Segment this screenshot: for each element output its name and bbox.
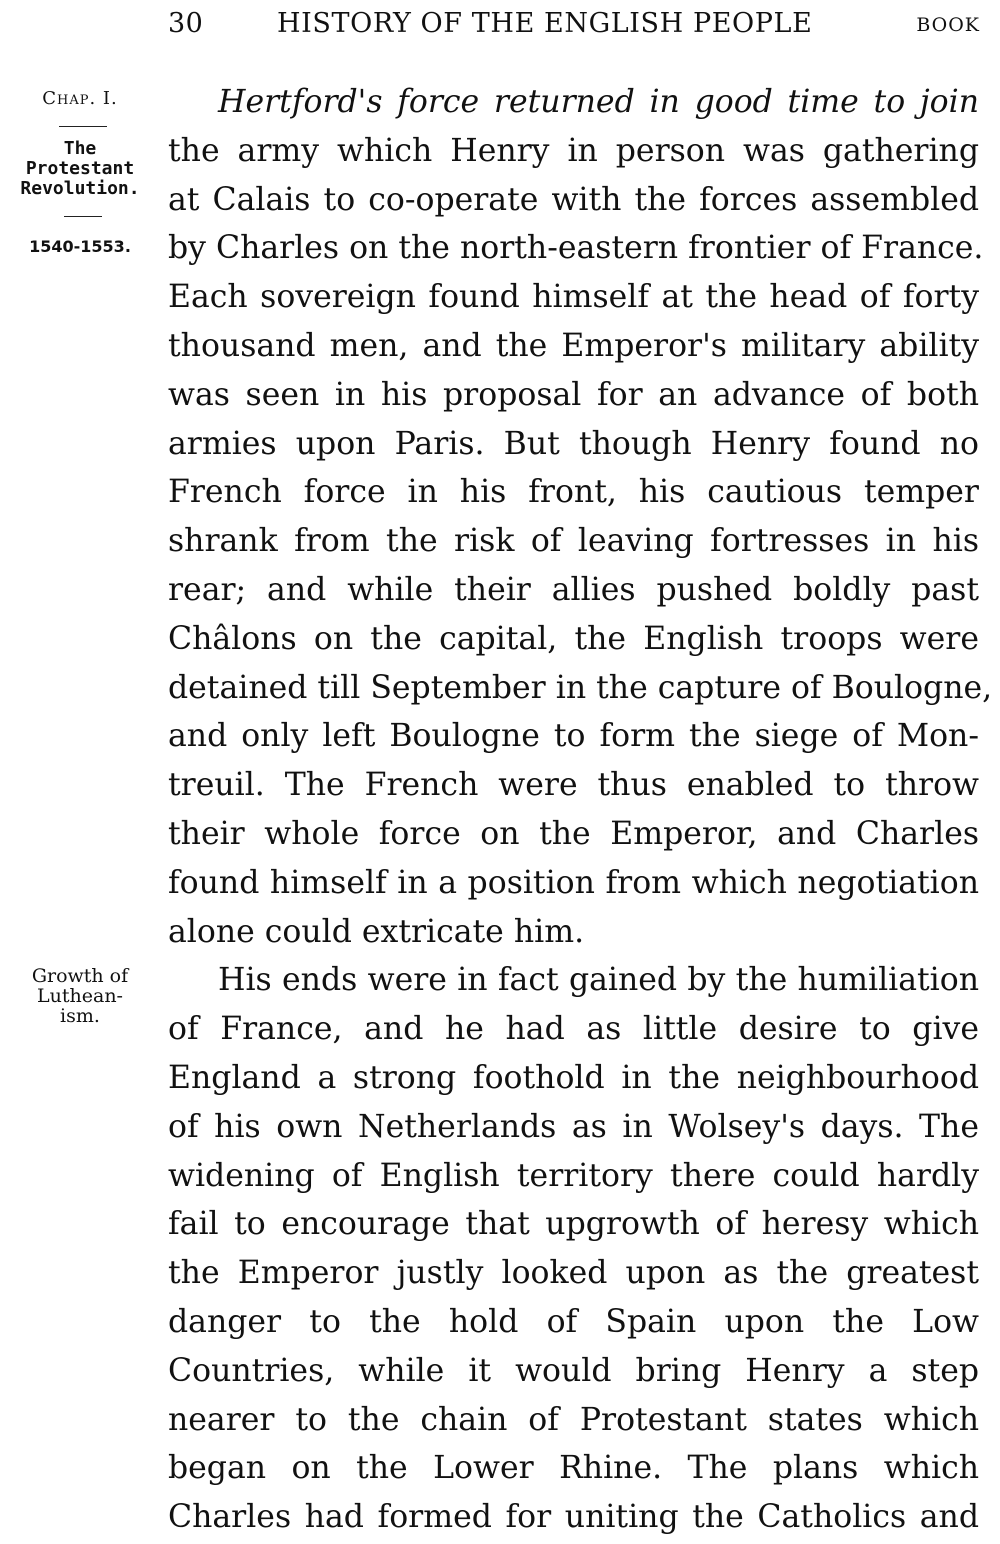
text-line: of France, and he had as little desire to give — [168, 1011, 979, 1048]
book-label: BOOK — [916, 14, 980, 36]
text-line: detained till September in the capture of Boulogne, — [168, 669, 993, 706]
marginal-note-line: Growth of — [31, 965, 129, 987]
text-line: and only left Boulogne to form the siege of Mon- — [168, 718, 979, 755]
text-line: fail to encourage that upgrowth of heresy which — [168, 1206, 979, 1243]
date-range: 1540-1553. — [29, 237, 131, 256]
marginal-note — [0, 966, 160, 1026]
text-line: danger to the hold of Spain upon the Low — [168, 1303, 979, 1340]
paragraph — [168, 956, 979, 1542]
text-line: armies upon Paris. But though Henry found no — [168, 425, 979, 462]
section-title-line: The — [63, 138, 97, 159]
text-line: the Emperor justly looked upon as the greatest — [168, 1255, 979, 1292]
margin-rule — [64, 216, 102, 217]
text-line: Charles had formed for uniting the Catholics and — [168, 1499, 979, 1536]
text-line: treuil. The French were thus enabled to throw — [168, 767, 979, 804]
running-header — [0, 4, 1000, 44]
text-line: their whole force on the Emperor, and Charles — [168, 815, 979, 852]
text-line: widening of English territory there could hardly — [168, 1157, 979, 1194]
text-line: His ends were in fact gained by the humiliation — [218, 962, 979, 999]
body-text — [168, 78, 993, 1542]
text-line: of his own Netherlands as in Wolsey's days. The — [168, 1108, 979, 1145]
text-line: was seen in his proposal for an advance of both — [168, 376, 979, 413]
marginal-note-line: ism. — [60, 1005, 100, 1027]
paragraph — [168, 78, 993, 956]
text-line: Châlons on the capital, the English troops were — [168, 620, 979, 657]
text-line: began on the Lower Rhine. The plans which — [168, 1450, 979, 1487]
section-title — [0, 139, 160, 199]
text-line: by Charles on the north-eastern frontier of France. — [168, 230, 984, 267]
running-title: HISTORY OF THE ENGLISH PEOPLE — [277, 8, 813, 39]
chapter-label: Chap. I. — [42, 88, 118, 109]
text-line: Each sovereign found himself at the head of forty — [168, 279, 979, 316]
section-title-line: Revolution. — [20, 178, 140, 199]
text-line: French force in his front, his cautious temper — [168, 474, 979, 511]
marginal-note-line: Luthean- — [37, 985, 123, 1007]
margin-rule — [59, 126, 107, 127]
text-line: nearer to the chain of Protestant states which — [168, 1401, 979, 1438]
text-line: Hertford's force returned in good time to join — [218, 84, 979, 120]
text-line: found himself in a position from which negotiation — [168, 864, 979, 901]
text-line: thousand men, and the Emperor's military ability — [168, 327, 979, 364]
section-title-line: Protestant — [25, 158, 135, 179]
text-line: alone could extricate him. — [168, 913, 585, 950]
text-line: shrank from the risk of leaving fortresses in his — [168, 523, 979, 560]
text-line: rear; and while their allies pushed boldly past — [168, 571, 979, 608]
text-line: England a strong foothold in the neighbourhood — [168, 1059, 979, 1096]
text-line: at Calais to co-operate with the forces assembled — [168, 181, 979, 218]
page-number: 30 — [168, 8, 204, 39]
text-line: Countries, while it would bring Henry a step — [168, 1352, 979, 1389]
text-line: the army which Henry in person was gathering — [168, 132, 979, 169]
